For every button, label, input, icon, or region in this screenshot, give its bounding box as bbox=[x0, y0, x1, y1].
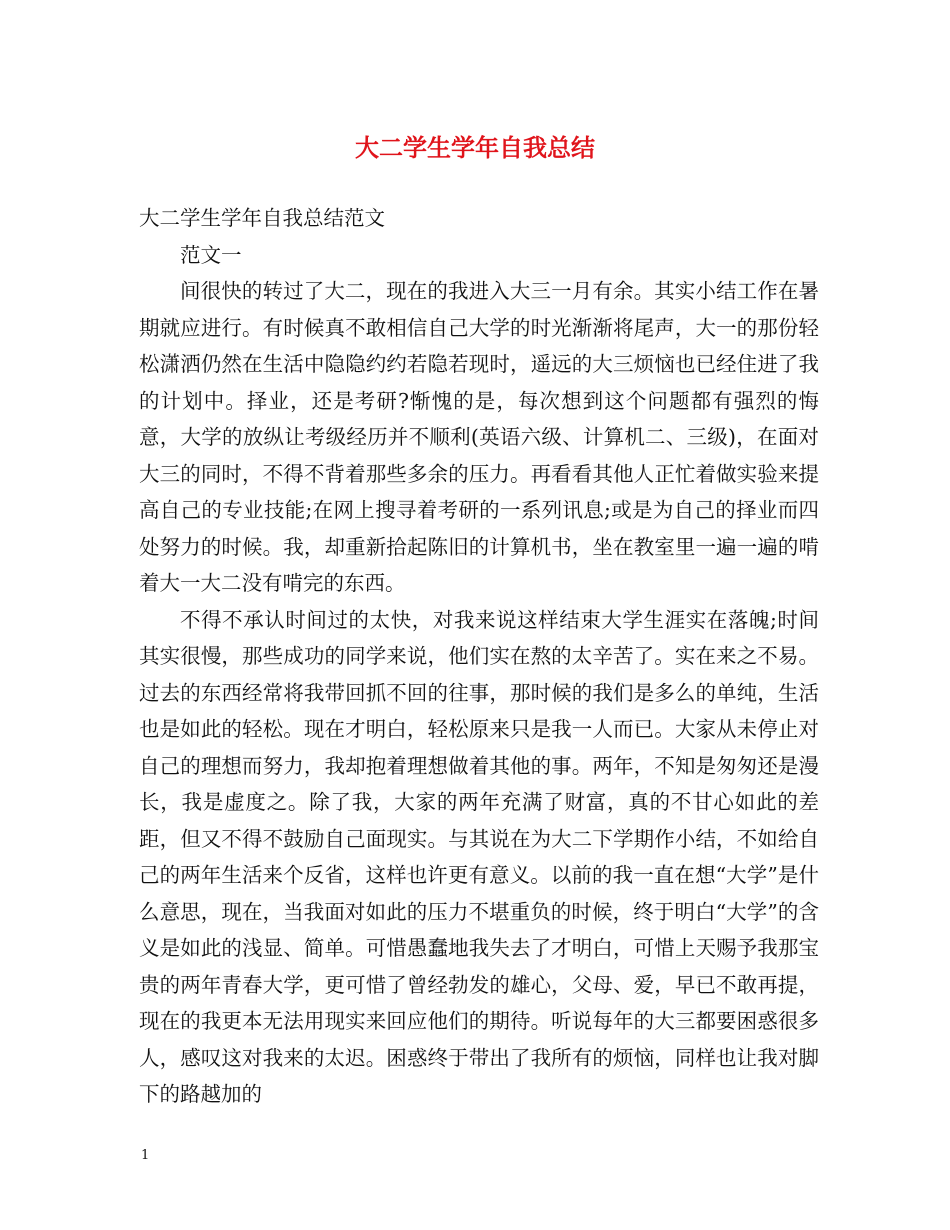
body-paragraph: 间很快的转过了大二，现在的我进入大三一月有余。其实小结工作在暑期就应进行。有时候真不敢相信自己大学的时光渐渐将尾声，大一的那份轻松潇洒仍然在生活中隐隐约约若隐若现时，遥远的大三烦恼也已经住进了我的计划中。择业，还是考研?惭愧的是，每次想到这个问题都有强烈的悔意，大学的放纵让考级经历并不顺利(英语六级、计算机二、三级)，在面对大三的同时，不得不背着那些多余的压力。再看看其他人正忙着做实验来提高自己的专业技能;在网上搜寻着考研的一系列讯息;或是为自己的择业而四处努力的时候。我，却重新拾起陈旧的计算机书，坐在教室里一遍一遍的啃着大一大二没有啃完的东西。 bbox=[139, 279, 819, 595]
body-paragraph: 不得不承认时间过的太快，对我来说这样结束大学生涯实在落魄;时间其实很慢，那些成功的同学来说，他们实在熬的太辛苦了。实在来之不易。过去的东西经常将我带回抓不回的往事，那时候的我们是多么的单纯，生活也是如此的轻松。现在才明白，轻松原来只是我一人而已。大家从未停止对自己的理想而努力，我却抱着理想做着其他的事。两年，不知是匆匆还是漫长，我是虚度之。除了我，大家的两年充满了财富，真的不甘心如此的差距，但又不得不鼓励自己面现实。与其说在为大二下学期作小结，不如给自己的两年生活来个反省，这样也许更有意义。以前的我一直在想“大学”是什么意思，现在，当我面对如此的压力不堪重负的时候，终于明白“大学”的含义是如此的浅显、简单。可惜愚蠢地我失去了才明白，可惜上天赐予我那宝贵的两年青春大学，更可惜了曾经勃发的雄心，父母、爱，早已不敢再提，现在的我更本无法用现实来回应他们的期待。听说每年的大三都要困惑很多人，感叹这对我来的太迟。困惑终于带出了我所有的烦恼，同样也让我对脚下的路越加的 bbox=[139, 607, 819, 1106]
document-body bbox=[139, 200, 819, 1113]
document-title: 大二学生学年自我总结 bbox=[355, 134, 595, 162]
page-number: 1 bbox=[141, 1148, 150, 1163]
section-label: 范文一 bbox=[180, 242, 242, 267]
document-subtitle: 大二学生学年自我总结范文 bbox=[139, 206, 385, 230]
